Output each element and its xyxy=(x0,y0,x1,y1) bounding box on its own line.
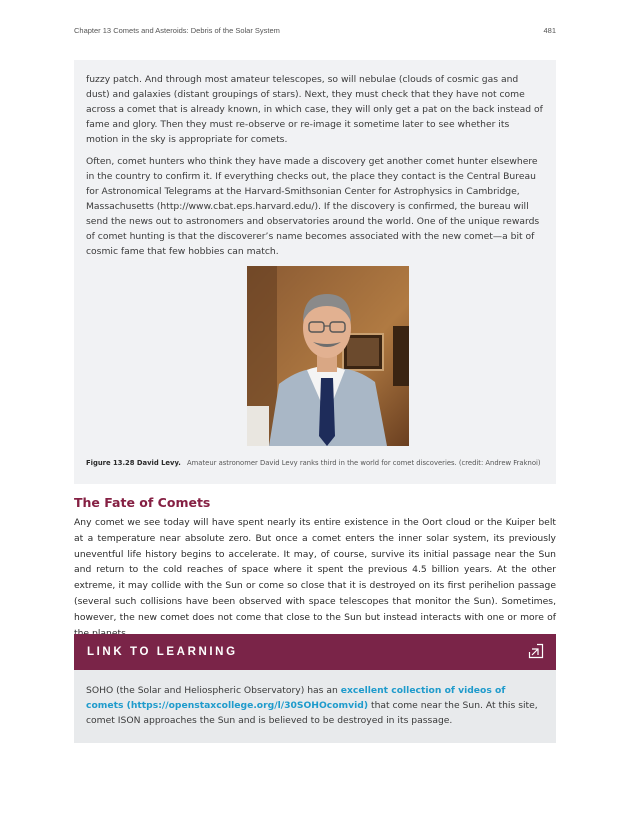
figure-photo xyxy=(247,266,409,446)
feature-paragraph: Often, comet hunters who think they have made a discovery get another comet hunter elsewhere in the country to confirm it. If everything checks out, the place they contact is the Central Bureau for Astronomical Telegrams at the Harvard-Smithsonian Center for Astrophysics in Cambridge, Massachusetts (http://www.cbat.eps.harvard.edu/). If the discovery is confirmed, the bureau will send the news out to astronomers and observatories around the world. One of the unique rewards of comet hunting is that the discoverer’s name becomes associated with the new comet—a bit of cosmic fame that few hobbies can match. xyxy=(86,156,540,257)
link-box-body xyxy=(74,670,556,728)
link-box-title: LINK TO LEARNING xyxy=(87,646,238,658)
link-box-header xyxy=(74,634,556,670)
running-header xyxy=(74,26,556,35)
portrait-image xyxy=(247,266,409,446)
external-link-icon[interactable] xyxy=(528,643,544,659)
figure-caption-text: Amateur astronomer David Levy ranks third in the world for comet discoveries. (credit: Andrew Fraknoi) xyxy=(187,459,541,467)
link-to-learning-box xyxy=(74,634,556,743)
figure-caption xyxy=(86,459,544,467)
section-body: Any comet we see today will have spent nearly its entire existence in the Oort cloud or the Kuiper belt at a temperature near absolute zero. But once a comet enters the inner solar system, its previously uneventful life history begins to accelerate. It may, of course, survive its initial passage near the Sun and return to the cold reaches of space where it spent the previous 4.5 billion years. At the other extreme, it may collide with the Sun or come so close that it is destroyed on its first perihelion passage (several such collisions have been observed with space telescopes that monitor the Sun). Sometimes, however, the new comet does not come that close to the Sun but instead interacts with one or more of xyxy=(74,517,556,623)
chapter-title: Chapter 13 Comets and Asteroids: Debris of the Solar System xyxy=(74,26,280,35)
section-heading: The Fate of Comets xyxy=(74,495,211,510)
soho-videos-link[interactable]: excellent collection of videos of comets (https://openstaxcollege.org/l/30SOHOcomvid) xyxy=(86,685,506,711)
page-number: 481 xyxy=(543,26,556,35)
feature-paragraph: fuzzy patch. And through most amateur telescopes, so will nebulae (clouds of cosmic gas and dust) and galaxies (distant groupings of stars). Next, they must check that they have not come across a comet that is already known, in which case, they will only get a pat on the back instead of fame and glory. Then they must re-observe or re-image it sometime later to see whether its motion in the sky is appropriate for comets. xyxy=(86,74,543,145)
figure-label: Figure 13.28 David Levy. xyxy=(86,459,181,467)
link-text-after: that come near the Sun. At this site, comet ISON approaches the Sun and is believed to be destroyed in its passage. xyxy=(86,700,538,726)
feature-box xyxy=(74,60,556,484)
link-text-before: SOHO (the Solar and Heliospheric Observatory) has an xyxy=(86,685,341,696)
